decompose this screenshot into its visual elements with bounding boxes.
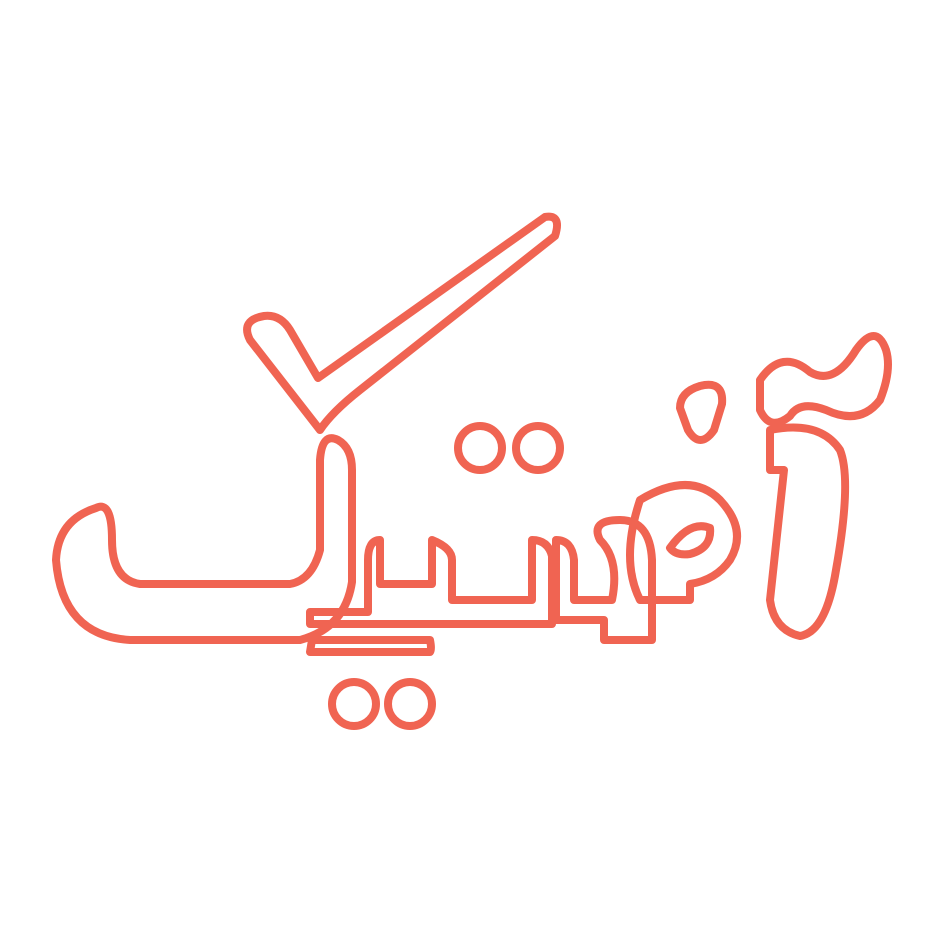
letter-ye [310,540,552,624]
checkmark-icon [247,217,557,430]
fe-dot [680,385,722,440]
letter-te [556,520,652,640]
ye-underline [310,640,431,652]
ye-dot-1 [332,682,376,726]
te-dot-2 [516,426,560,470]
ye-dot-2 [388,682,432,726]
letter-alef-madda [770,428,845,637]
te-dot-1 [458,426,502,470]
madda-mark [760,336,888,423]
